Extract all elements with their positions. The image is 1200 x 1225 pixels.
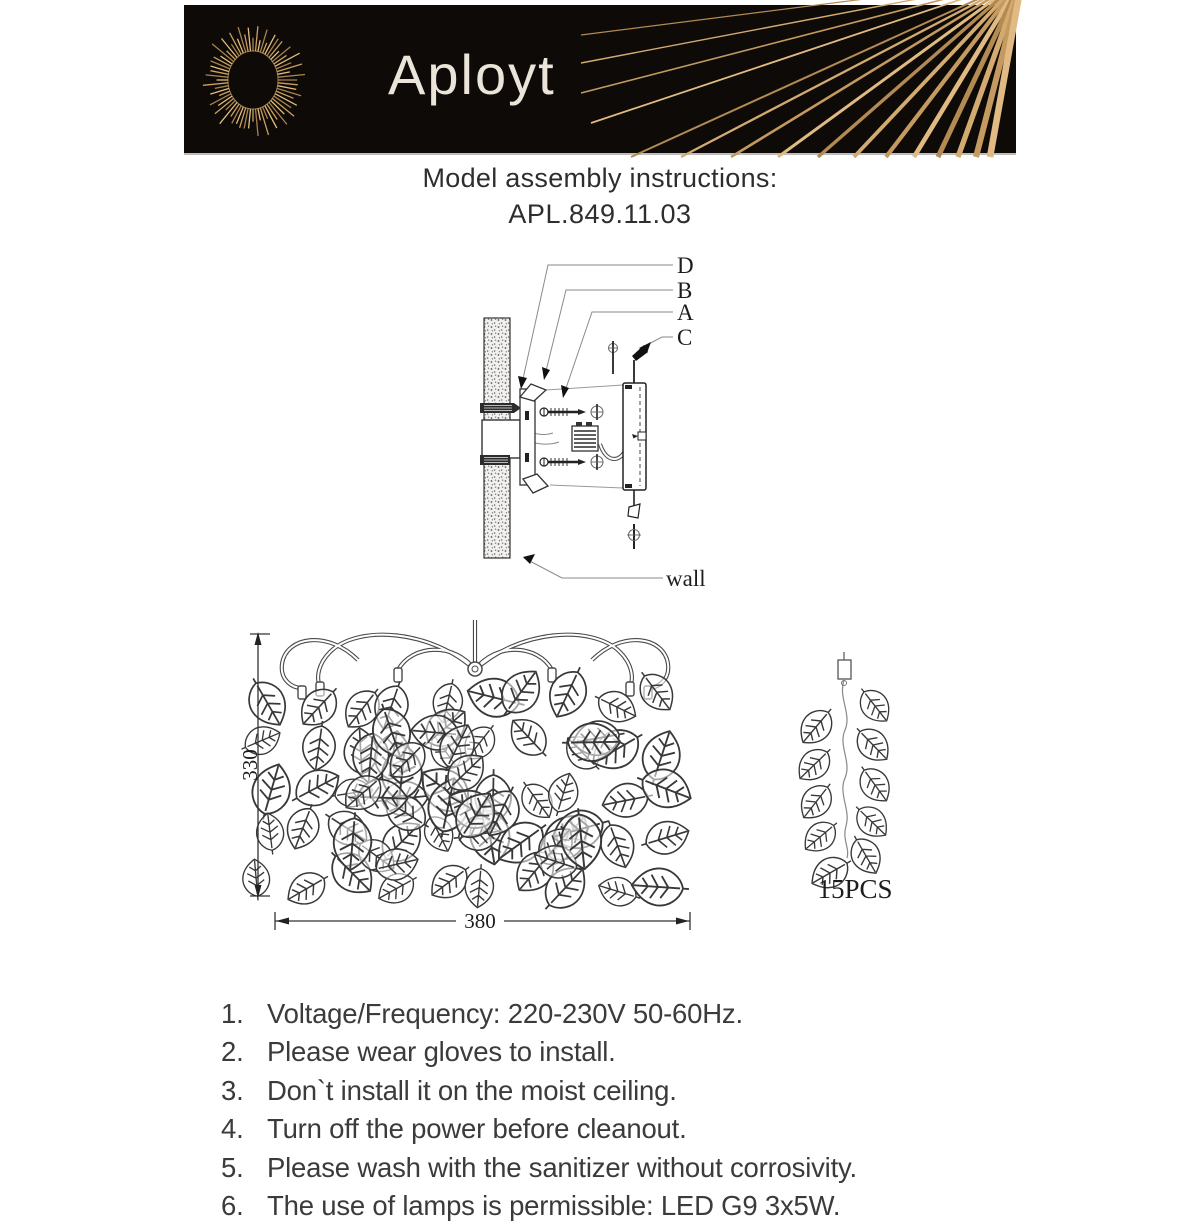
item-text: Please wash with the sanitizer without corrosivity.	[267, 1151, 857, 1183]
banner-rays-icon	[586, 5, 1016, 153]
wall-mount-assembly-diagram	[420, 248, 720, 603]
bottom-screw-icon	[627, 490, 641, 549]
junction-box	[482, 420, 520, 458]
title-block	[0, 163, 1200, 230]
instruction-item	[221, 1187, 857, 1225]
item-number: 5.	[221, 1151, 244, 1183]
terminal-block	[572, 422, 598, 451]
instruction-item	[221, 1072, 857, 1110]
item-number: 6.	[221, 1190, 244, 1222]
item-text: The use of lamps is permissible: LED G9 3x5W.	[267, 1190, 841, 1222]
screw-icon	[540, 404, 603, 420]
part-label-d: D	[677, 253, 694, 278]
item-text: Don`t install it on the moist ceiling.	[267, 1074, 677, 1106]
model-number: APL.849.11.03	[508, 199, 692, 229]
instruction-item	[221, 1149, 857, 1187]
leader-lines	[521, 265, 673, 578]
item-number: 1.	[221, 998, 244, 1029]
wall-label: wall	[666, 566, 706, 591]
item-text: Turn off the power before cleanout.	[267, 1113, 687, 1145]
mounting-bracket	[520, 384, 548, 493]
instruction-item	[221, 1033, 857, 1071]
strand-count-label: 15PCS	[817, 874, 893, 904]
instructions-list	[221, 995, 857, 1225]
instruction-item	[221, 995, 857, 1033]
strand-chain	[842, 680, 847, 858]
instruction-item	[221, 1110, 857, 1148]
item-number: 2.	[221, 1036, 244, 1068]
header-banner	[184, 5, 1016, 155]
part-label-c: C	[677, 325, 693, 350]
part-label-a: A	[677, 300, 694, 325]
height-dimension: 330	[238, 749, 262, 781]
leaf-strand-diagram	[780, 630, 930, 910]
strand-connector	[838, 660, 851, 679]
screw-icon	[540, 454, 603, 470]
item-text: Voltage/Frequency: 220-230V 50-60Hz.	[267, 998, 743, 1029]
strand-leaves	[791, 680, 898, 895]
sunburst-logo-icon	[192, 7, 314, 151]
lamp-front-view-diagram	[240, 612, 710, 942]
lamp-backplate	[623, 383, 646, 490]
brand-name: Aployt	[388, 43, 556, 106]
leaf-cluster	[236, 660, 697, 921]
part-label-b: B	[677, 278, 693, 303]
page-title: Model assembly instructions:	[422, 163, 778, 193]
item-text: Please wear gloves to install.	[267, 1036, 616, 1068]
width-dimension: 380	[464, 909, 496, 933]
item-number: 3.	[221, 1074, 244, 1106]
item-number: 4.	[221, 1113, 244, 1145]
